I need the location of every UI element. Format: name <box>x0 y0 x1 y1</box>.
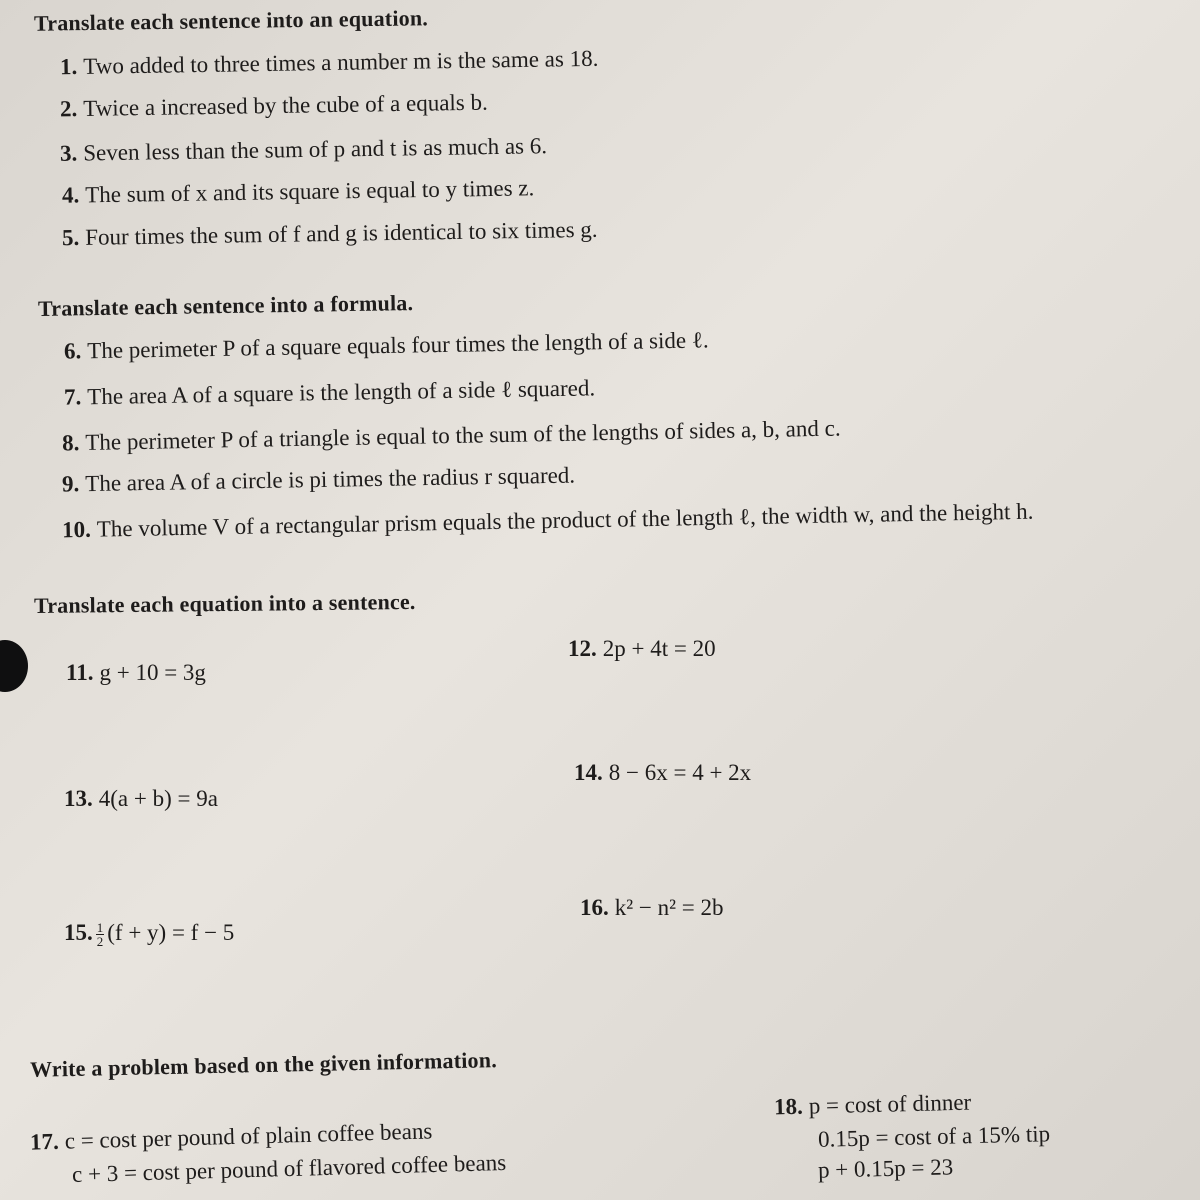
question-number: 17. <box>29 1128 60 1155</box>
equation-text: (f + y) = f − 5 <box>107 920 235 945</box>
hole-punch-mark <box>0 640 28 692</box>
question-text: Four times the sum of f and g is identical to six times g. <box>85 216 598 250</box>
given-text: c = cost per pound of plain coffee beans <box>64 1118 433 1154</box>
problems-heading: Write a problem based on the given information. <box>29 1047 498 1082</box>
question-number: 6. <box>63 338 82 364</box>
question-15 <box>64 920 234 948</box>
question-6 <box>64 327 709 364</box>
question-number: 15. <box>64 920 93 945</box>
given-text: c + 3 = cost per pound of flavored coffee beans <box>71 1149 507 1188</box>
fraction-one-half <box>96 921 105 948</box>
given-text: p + 0.15p = 23 <box>817 1154 954 1183</box>
question-text: The perimeter P of a triangle is equal to the sum of the lengths of sides a, b, and c. <box>85 415 841 456</box>
equation-text: 2p + 4t = 20 <box>602 636 716 661</box>
question-1 <box>60 46 599 80</box>
question-5 <box>62 217 598 251</box>
question-text: The volume V of a rectangular prism equals the product of the length ℓ, the width w, and the height h. <box>96 498 1034 542</box>
formulas-heading: Translate each sentence into a formula. <box>37 290 414 321</box>
question-text: Twice a increased by the cube of a equals b. <box>83 89 488 121</box>
question-number: 5. <box>61 224 80 251</box>
question-number: 12. <box>568 636 597 661</box>
question-number: 13. <box>64 786 93 811</box>
question-number: 11. <box>66 660 94 685</box>
question-11 <box>66 660 206 686</box>
question-8 <box>62 416 841 457</box>
question-18-line-2 <box>818 1121 1051 1153</box>
equation-text: k² − n² = 2b <box>614 895 724 920</box>
question-number: 1. <box>59 53 78 80</box>
question-number: 18. <box>773 1093 804 1120</box>
question-text: The sum of x and its square is equal to y times z. <box>85 175 535 208</box>
question-number: 10. <box>61 516 92 543</box>
equation-text: 8 − 6x = 4 + 2x <box>608 760 752 785</box>
equation-text: 4(a + b) = 9a <box>98 786 218 811</box>
equations-heading: Translate each sentence into an equation. <box>33 5 429 36</box>
question-9 <box>62 463 575 498</box>
question-number: 3. <box>59 140 78 166</box>
question-18-line-1 <box>774 1090 972 1121</box>
question-17-line-1 <box>30 1118 433 1155</box>
question-13 <box>64 786 218 812</box>
question-number: 9. <box>61 471 80 497</box>
question-17-line-2 <box>72 1150 507 1188</box>
sentences-heading: Translate each equation into a sentence. <box>33 589 416 618</box>
question-18-line-3 <box>818 1154 954 1183</box>
question-14 <box>574 760 751 786</box>
question-text: The area A of a square is the length of a side ℓ squared. <box>87 375 596 410</box>
question-2 <box>60 90 488 123</box>
question-number: 7. <box>63 384 82 410</box>
given-text: 0.15p = cost of a 15% tip <box>817 1121 1051 1152</box>
question-text: Two added to three times a number m is the same as 18. <box>83 45 599 79</box>
question-text: The area A of a circle is pi times the radius r squared. <box>85 462 576 497</box>
question-text: Seven less than the sum of p and t is as much as 6. <box>83 133 548 166</box>
equation-text: g + 10 = 3g <box>99 660 206 685</box>
question-number: 8. <box>61 430 80 456</box>
question-text: The perimeter P of a square equals four times the length of a side ℓ. <box>87 327 709 364</box>
given-text: p = cost of dinner <box>808 1089 972 1119</box>
question-3 <box>60 133 547 167</box>
question-7 <box>64 375 596 410</box>
question-number: 14. <box>574 760 603 785</box>
question-12 <box>568 636 716 662</box>
fraction-denominator: 2 <box>96 934 104 950</box>
fraction-numerator: 1 <box>96 920 104 936</box>
question-number: 4. <box>61 182 80 208</box>
question-number: 16. <box>580 895 609 920</box>
question-4 <box>62 175 535 208</box>
question-number: 2. <box>59 96 78 122</box>
question-16 <box>580 895 723 921</box>
question-10 <box>62 499 1034 544</box>
